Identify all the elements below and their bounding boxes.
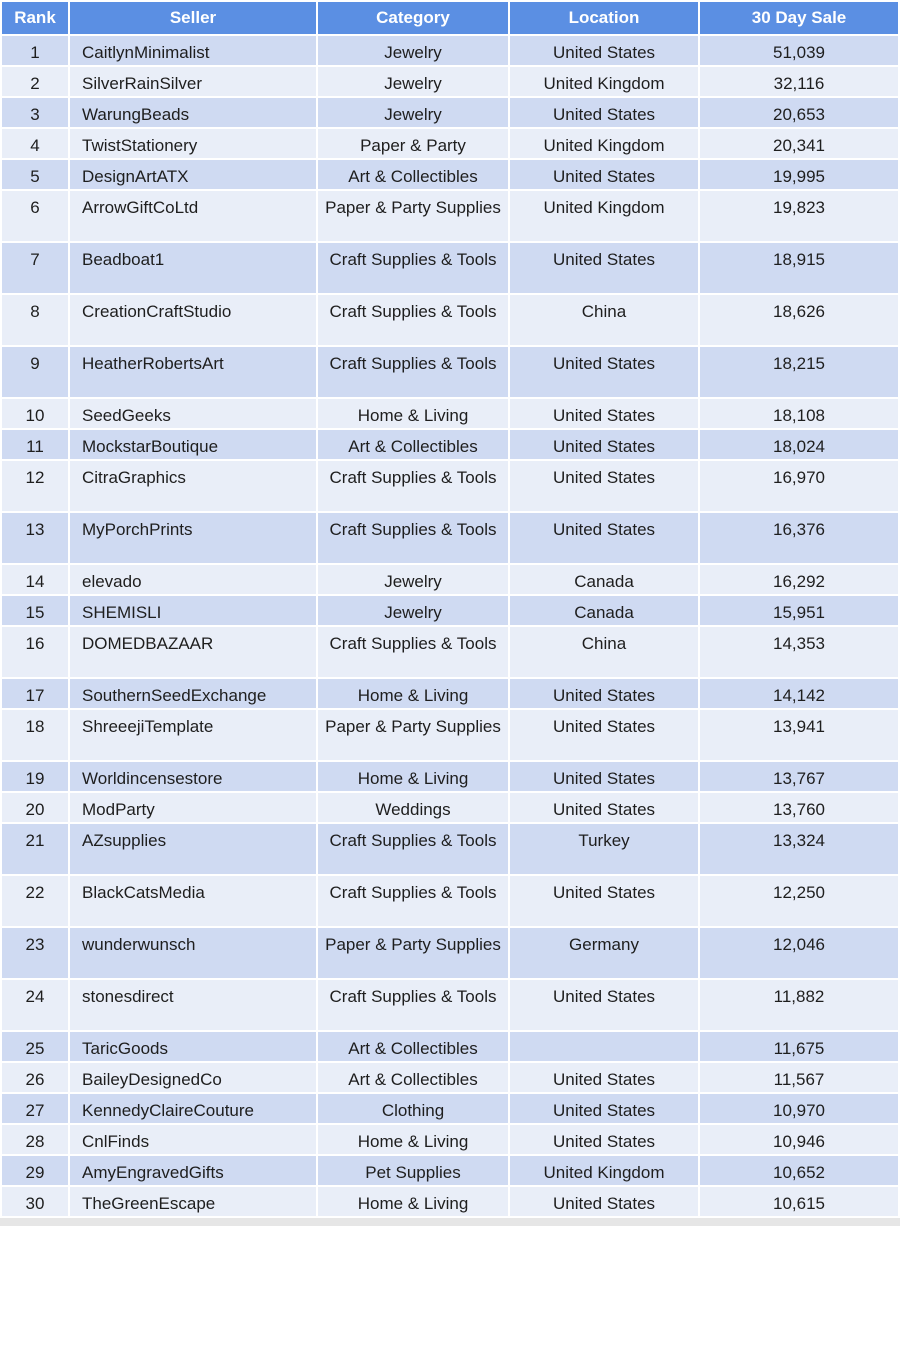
rank-cell: 1: [2, 36, 68, 65]
table-row[interactable]: [2, 191, 898, 241]
category-cell: Pet Supplies: [318, 1156, 508, 1185]
rank-cell: 24: [2, 980, 68, 1030]
location-cell: United States: [510, 399, 698, 428]
sale-cell: 10,946: [700, 1125, 898, 1154]
location-cell: United States: [510, 36, 698, 65]
category-cell: Paper & Party: [318, 129, 508, 158]
table-row[interactable]: [2, 129, 898, 158]
rank-cell: 11: [2, 430, 68, 459]
seller-cell: CaitlynMinimalist: [70, 36, 316, 65]
location-cell: United States: [510, 98, 698, 127]
rank-cell: 5: [2, 160, 68, 189]
sale-cell: 15,951: [700, 596, 898, 625]
seller-cell: BlackCatsMedia: [70, 876, 316, 926]
sale-cell: 20,653: [700, 98, 898, 127]
category-cell: Home & Living: [318, 399, 508, 428]
location-cell: Canada: [510, 596, 698, 625]
table-row[interactable]: [2, 565, 898, 594]
rank-cell: 6: [2, 191, 68, 241]
column-header-location[interactable]: Location: [510, 2, 698, 34]
location-cell: Turkey: [510, 824, 698, 874]
table-row[interactable]: [2, 980, 898, 1030]
sale-cell: 13,324: [700, 824, 898, 874]
sale-cell: 18,108: [700, 399, 898, 428]
table-row[interactable]: [2, 679, 898, 708]
rank-cell: 7: [2, 243, 68, 293]
seller-cell: MyPorchPrints: [70, 513, 316, 563]
category-cell: Weddings: [318, 793, 508, 822]
table-row[interactable]: [2, 1094, 898, 1123]
rank-cell: 4: [2, 129, 68, 158]
location-cell: United States: [510, 793, 698, 822]
rank-cell: 29: [2, 1156, 68, 1185]
seller-cell: WarungBeads: [70, 98, 316, 127]
location-cell: United States: [510, 513, 698, 563]
sale-cell: 12,250: [700, 876, 898, 926]
location-cell: United States: [510, 1125, 698, 1154]
seller-cell: SeedGeeks: [70, 399, 316, 428]
location-cell: [510, 1032, 698, 1061]
location-cell: United States: [510, 347, 698, 397]
sale-cell: 18,915: [700, 243, 898, 293]
seller-cell: ArrowGiftCoLtd: [70, 191, 316, 241]
category-cell: Jewelry: [318, 67, 508, 96]
sale-cell: 13,767: [700, 762, 898, 791]
rank-cell: 28: [2, 1125, 68, 1154]
location-cell: United States: [510, 876, 698, 926]
rank-cell: 17: [2, 679, 68, 708]
location-cell: United States: [510, 1187, 698, 1216]
table-row[interactable]: [2, 928, 898, 978]
seller-cell: AmyEngravedGifts: [70, 1156, 316, 1185]
category-cell: Home & Living: [318, 679, 508, 708]
seller-cell: Beadboat1: [70, 243, 316, 293]
rank-cell: 16: [2, 627, 68, 677]
seller-cell: SHEMISLI: [70, 596, 316, 625]
table-row[interactable]: [2, 399, 898, 428]
sale-cell: 11,882: [700, 980, 898, 1030]
rank-cell: 2: [2, 67, 68, 96]
sale-cell: 32,116: [700, 67, 898, 96]
location-cell: United States: [510, 980, 698, 1030]
table-row[interactable]: [2, 596, 898, 625]
table-row[interactable]: [2, 627, 898, 677]
table-row[interactable]: [2, 430, 898, 459]
rank-cell: 22: [2, 876, 68, 926]
seller-cell: BaileyDesignedCo: [70, 1063, 316, 1092]
location-cell: United Kingdom: [510, 191, 698, 241]
category-cell: Art & Collectibles: [318, 1063, 508, 1092]
sale-cell: 19,823: [700, 191, 898, 241]
sale-cell: 10,652: [700, 1156, 898, 1185]
table-row[interactable]: [2, 36, 898, 65]
table-row[interactable]: [2, 1187, 898, 1216]
seller-cell: TwistStationery: [70, 129, 316, 158]
sale-cell: 13,760: [700, 793, 898, 822]
table-row[interactable]: [2, 243, 898, 293]
seller-cell: CreationCraftStudio: [70, 295, 316, 345]
header-row: [2, 2, 898, 34]
rank-cell: 18: [2, 710, 68, 760]
table-row[interactable]: [2, 762, 898, 791]
location-cell: United States: [510, 160, 698, 189]
location-cell: China: [510, 627, 698, 677]
sale-cell: 18,626: [700, 295, 898, 345]
seller-cell: TaricGoods: [70, 1032, 316, 1061]
column-header-category[interactable]: Category: [318, 2, 508, 34]
category-cell: Art & Collectibles: [318, 1032, 508, 1061]
table-row[interactable]: [2, 67, 898, 96]
table-header: [2, 2, 898, 34]
sale-cell: 16,970: [700, 461, 898, 511]
sale-cell: 11,675: [700, 1032, 898, 1061]
sale-cell: 16,292: [700, 565, 898, 594]
sale-cell: 13,941: [700, 710, 898, 760]
sale-cell: 14,353: [700, 627, 898, 677]
sale-cell: 20,341: [700, 129, 898, 158]
seller-cell: SilverRainSilver: [70, 67, 316, 96]
sale-cell: 12,046: [700, 928, 898, 978]
rank-cell: 25: [2, 1032, 68, 1061]
seller-cell: AZsupplies: [70, 824, 316, 874]
category-cell: Craft Supplies & Tools: [318, 513, 508, 563]
category-cell: Paper & Party Supplies: [318, 928, 508, 978]
seller-cell: SouthernSeedExchange: [70, 679, 316, 708]
category-cell: Home & Living: [318, 762, 508, 791]
seller-cell: TheGreenEscape: [70, 1187, 316, 1216]
seller-cell: wunderwunsch: [70, 928, 316, 978]
column-header-seller[interactable]: Seller: [70, 2, 316, 34]
column-header-rank[interactable]: Rank: [2, 2, 68, 34]
category-cell: Jewelry: [318, 565, 508, 594]
seller-cell: ModParty: [70, 793, 316, 822]
rank-cell: 23: [2, 928, 68, 978]
sale-cell: 11,567: [700, 1063, 898, 1092]
table-row[interactable]: [2, 1032, 898, 1061]
location-cell: United Kingdom: [510, 1156, 698, 1185]
location-cell: United States: [510, 679, 698, 708]
sale-cell: 14,142: [700, 679, 898, 708]
table-row[interactable]: [2, 824, 898, 874]
table-row[interactable]: [2, 98, 898, 127]
column-header-sale[interactable]: 30 Day Sale: [700, 2, 898, 34]
category-cell: Craft Supplies & Tools: [318, 347, 508, 397]
rank-cell: 21: [2, 824, 68, 874]
category-cell: Paper & Party Supplies: [318, 710, 508, 760]
seller-cell: KennedyClaireCouture: [70, 1094, 316, 1123]
rank-cell: 14: [2, 565, 68, 594]
seller-cell: Worldincensestore: [70, 762, 316, 791]
sale-cell: 51,039: [700, 36, 898, 65]
location-cell: United States: [510, 461, 698, 511]
rank-cell: 9: [2, 347, 68, 397]
rank-cell: 30: [2, 1187, 68, 1216]
location-cell: United States: [510, 1094, 698, 1123]
rank-cell: 13: [2, 513, 68, 563]
rank-cell: 10: [2, 399, 68, 428]
table-row[interactable]: [2, 160, 898, 189]
category-cell: Craft Supplies & Tools: [318, 980, 508, 1030]
seller-cell: stonesdirect: [70, 980, 316, 1030]
category-cell: Clothing: [318, 1094, 508, 1123]
seller-cell: elevado: [70, 565, 316, 594]
category-cell: Jewelry: [318, 98, 508, 127]
rank-cell: 8: [2, 295, 68, 345]
seller-cell: ShreeejiTemplate: [70, 710, 316, 760]
rank-cell: 26: [2, 1063, 68, 1092]
location-cell: United States: [510, 243, 698, 293]
table-row[interactable]: [2, 793, 898, 822]
table-row[interactable]: [2, 513, 898, 563]
category-cell: Craft Supplies & Tools: [318, 295, 508, 345]
rank-cell: 27: [2, 1094, 68, 1123]
seller-cell: HeatherRobertsArt: [70, 347, 316, 397]
location-cell: Canada: [510, 565, 698, 594]
sale-cell: 19,995: [700, 160, 898, 189]
category-cell: Craft Supplies & Tools: [318, 876, 508, 926]
table-row[interactable]: [2, 295, 898, 345]
category-cell: Craft Supplies & Tools: [318, 627, 508, 677]
rank-cell: 15: [2, 596, 68, 625]
category-cell: Jewelry: [318, 596, 508, 625]
seller-cell: DOMEDBAZAAR: [70, 627, 316, 677]
table-row[interactable]: [2, 1125, 898, 1154]
category-cell: Home & Living: [318, 1187, 508, 1216]
table-body: [2, 36, 898, 1216]
rank-cell: 12: [2, 461, 68, 511]
category-cell: Craft Supplies & Tools: [318, 461, 508, 511]
table-row[interactable]: [2, 710, 898, 760]
seller-cell: CnlFinds: [70, 1125, 316, 1154]
table-row[interactable]: [2, 347, 898, 397]
category-cell: Jewelry: [318, 36, 508, 65]
location-cell: Germany: [510, 928, 698, 978]
sale-cell: 16,376: [700, 513, 898, 563]
seller-cell: MockstarBoutique: [70, 430, 316, 459]
sale-cell: 18,024: [700, 430, 898, 459]
location-cell: China: [510, 295, 698, 345]
category-cell: Art & Collectibles: [318, 430, 508, 459]
location-cell: United Kingdom: [510, 67, 698, 96]
seller-cell: CitraGraphics: [70, 461, 316, 511]
location-cell: United States: [510, 430, 698, 459]
category-cell: Craft Supplies & Tools: [318, 824, 508, 874]
category-cell: Art & Collectibles: [318, 160, 508, 189]
rank-cell: 19: [2, 762, 68, 791]
sale-cell: 10,970: [700, 1094, 898, 1123]
rank-cell: 20: [2, 793, 68, 822]
table-row[interactable]: [2, 876, 898, 926]
bottom-scroll-strip: [0, 1218, 900, 1226]
table-row[interactable]: [2, 461, 898, 511]
location-cell: United States: [510, 710, 698, 760]
category-cell: Home & Living: [318, 1125, 508, 1154]
sale-cell: 10,615: [700, 1187, 898, 1216]
category-cell: Craft Supplies & Tools: [318, 243, 508, 293]
table-row[interactable]: [2, 1156, 898, 1185]
location-cell: United States: [510, 762, 698, 791]
table-row[interactable]: [2, 1063, 898, 1092]
seller-cell: DesignArtATX: [70, 160, 316, 189]
category-cell: Paper & Party Supplies: [318, 191, 508, 241]
location-cell: United States: [510, 1063, 698, 1092]
location-cell: United Kingdom: [510, 129, 698, 158]
rank-cell: 3: [2, 98, 68, 127]
sale-cell: 18,215: [700, 347, 898, 397]
